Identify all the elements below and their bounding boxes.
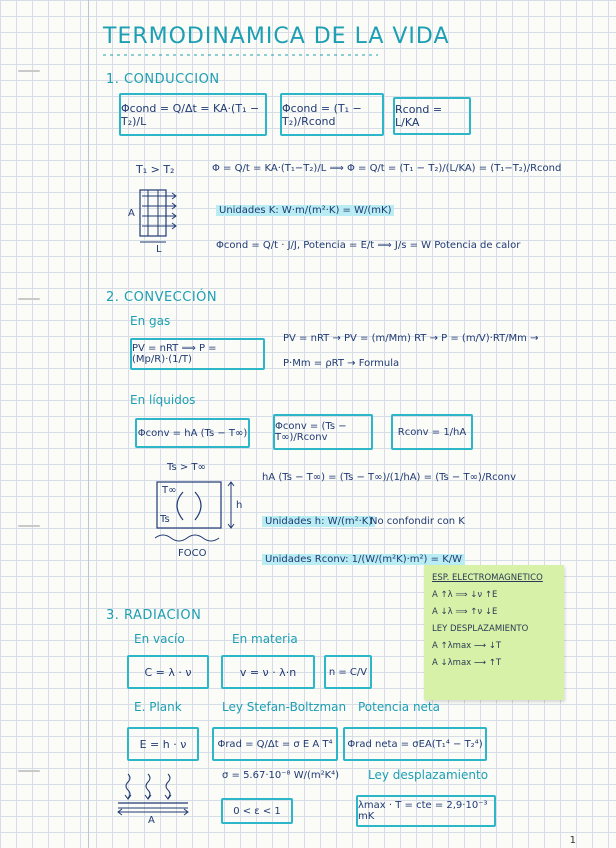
conduction-wall-diagram xyxy=(128,188,188,250)
sticky-line: LEY DESPLAZAMIENTO xyxy=(432,624,529,634)
subheading-gas: En gas xyxy=(130,314,171,328)
formula-text: 0 < ε < 1 xyxy=(233,805,281,817)
formula-text: Rcond = L/KA xyxy=(395,103,443,129)
title-underline xyxy=(103,52,383,58)
label-area: A xyxy=(148,815,155,826)
formula-text: PV = nRT ⟹ P = (Mp/R)·(1/T) xyxy=(132,343,217,365)
formula-text: n = C/V xyxy=(328,666,368,678)
margin-line xyxy=(88,0,89,848)
formula-text: Φrad neta = σEA(T₁⁴ − T₂⁴) xyxy=(347,738,483,750)
formula-box xyxy=(130,338,265,370)
label-ts: Ts xyxy=(160,514,170,525)
sigma-constant: σ = 5.67·10⁻⁸ W/(m²K⁴) xyxy=(222,770,340,781)
sticky-line: A ↓λ ⟹ ↑ν ↓E xyxy=(432,607,498,617)
section-heading-conduccion: 1. CONDUCCION xyxy=(106,72,220,87)
formula-box xyxy=(356,795,496,827)
units-r-text: Unidades Rconv: 1/(W/(m²K)·m²) = K/W xyxy=(262,554,465,565)
subheading-liquidos: En líquidos xyxy=(130,393,196,407)
subheading-potencia: Potencia neta xyxy=(358,700,440,714)
formula-box xyxy=(391,414,473,450)
gas-derivation: PV = nRT → PV = (m/Mm) RT → P = (m/V)·RT/Mm → xyxy=(283,333,539,344)
formula-text: Φconv = hA (Ts − T∞) xyxy=(137,427,248,439)
binder-mark xyxy=(18,70,40,72)
formula-text: E = h · ν xyxy=(139,737,187,751)
formula-box xyxy=(221,798,293,824)
formula-box xyxy=(343,727,487,761)
section-heading-conveccion: 2. CONVECCIÓN xyxy=(106,290,218,305)
sticky-line: A ↑λmax ⟶ ↓T xyxy=(432,641,502,651)
subheading-desplazamiento: Ley desplazamiento xyxy=(368,768,489,782)
formula-box xyxy=(119,93,267,136)
formula-box xyxy=(127,727,199,761)
condition-text: T₁ > T₂ xyxy=(136,163,175,176)
units-h xyxy=(262,516,375,527)
formula-box xyxy=(324,655,372,689)
binder-mark xyxy=(18,298,40,300)
derivation-text: Φ = Q/t = KA·(T₁−T₂)/L ⟹ Φ = Q/t = (T₁ − T₂)/(L/KA) = (T₁−T₂)/Rcond xyxy=(212,163,562,174)
formula-box xyxy=(393,97,471,135)
page-number: 1 xyxy=(569,835,576,846)
formula-box xyxy=(273,414,373,450)
formula-text: Φcond = (T₁ − T₂)/Rcond xyxy=(282,101,362,128)
formula-box xyxy=(212,727,338,761)
power-text: Φcond = Q/t · J/J, Potencia = E/t ⟹ J/s = W Potencia de calor xyxy=(216,240,521,251)
radiation-diagram xyxy=(118,772,198,820)
label-length: L xyxy=(156,244,162,255)
gas-derivation: P·Mm = ρRT → Formula xyxy=(283,358,400,369)
formula-box xyxy=(135,418,250,448)
formula-text: λmax · T = cte = 2,9·10⁻³ mK xyxy=(358,800,488,822)
subheading-vacio: En vacío xyxy=(134,632,185,646)
label-tinf: T∞ xyxy=(162,485,177,496)
formula-text: C = λ · ν xyxy=(144,665,192,679)
subheading-plank: E. Plank xyxy=(134,700,182,714)
formula-text: v = ν · λ·n xyxy=(239,665,297,679)
formula-text: Φconv = (Ts − T∞)/Rconv xyxy=(275,421,347,443)
sticky-line: A ↑λ ⟹ ↓ν ↑E xyxy=(432,590,498,600)
formula-box xyxy=(280,93,384,136)
subheading-materia: En materia xyxy=(232,632,298,646)
units-r xyxy=(262,554,465,565)
binder-mark xyxy=(18,770,40,772)
formula-box xyxy=(221,655,315,689)
formula-box xyxy=(127,655,209,689)
formula-text: Rconv = 1/hA xyxy=(397,426,467,438)
condition-text: Ts > T∞ xyxy=(167,462,206,473)
sticky-title: ESP. ELECTROMAGNETICO xyxy=(432,573,543,583)
units-h-text: Unidades h: W/(m²·K) xyxy=(262,516,375,527)
sticky-line: A ↓λmax ⟶ ↑T xyxy=(432,658,502,668)
label-h: h xyxy=(236,500,243,511)
section-heading-radiacion: 3. RADIACION xyxy=(106,608,202,623)
label-foco: FOCO xyxy=(178,548,207,559)
formula-text: Φrad = Q/Δt = σ E A T⁴ xyxy=(217,738,333,750)
sticky-note xyxy=(424,565,564,700)
formula-text: Φcond = Q/Δt = KA·(T₁ − T₂)/L xyxy=(121,101,260,128)
subheading-stefan: Ley Stefan-Boltzman xyxy=(222,700,347,714)
binder-mark xyxy=(18,525,40,527)
units-k xyxy=(216,205,394,216)
note-h: No confondir con K xyxy=(370,516,465,527)
label-area: A xyxy=(128,208,135,219)
convection-equation: hA (Ts − T∞) = (Ts − T∞)/(1/hA) = (Ts − T∞)/Rconv xyxy=(262,472,517,483)
units-k-text: Unidades K: W·m/(m²·K) = W/(mK) xyxy=(216,205,394,216)
page-title: TERMODINAMICA DE LA VIDA xyxy=(103,24,450,49)
